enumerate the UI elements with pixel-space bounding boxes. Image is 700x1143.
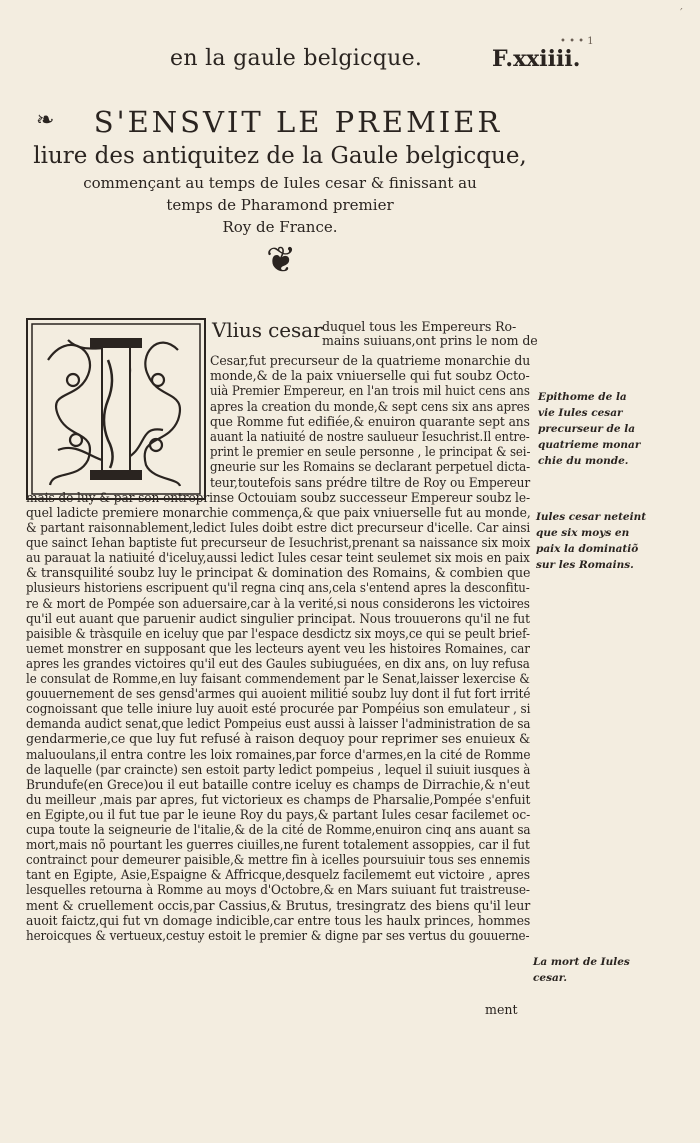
opening-line: [212, 319, 322, 341]
margin-note: quatrieme monar: [538, 439, 641, 451]
text-line: de laquelle (par craincte) sen estoit party ledict pompeius , lequel il suiuit iusques à: [26, 761, 531, 777]
text-line: lesquelles retourna à Romme au moys d'Octobre,& en Mars suiuant fut traistreuse-: [26, 882, 530, 898]
text-line: paisible & tràsquile en iceluy que par l'espace desdictz six moys,ce qui se peult brief-: [26, 625, 530, 641]
title-line-3: commençant au temps de Iules cesar & finissant au: [83, 174, 477, 192]
folio-mark: • • • 1: [560, 36, 594, 47]
text-line: cognoissant que telle iniure luy auoit esté procurée par Pompéius son emulateur , si: [26, 701, 531, 717]
text-line: demanda audict senat,que ledict Pompeius eust aussi à laisser l'administration de sa: [26, 716, 531, 732]
text-line: quel ladicte premiere monarchie commença,& que paix vniuerselle fut au monde,: [26, 504, 531, 520]
text-line: & partant raisonnablement,ledict Iules doibt estre dict precurseur d'icelle. Car ainsi: [26, 520, 531, 535]
margin-note: chie du monde.: [538, 455, 629, 467]
text-line: uià Premier Empereur, en l'an trois mil huict cens ans: [210, 383, 530, 399]
ornament-icon: ❦: [266, 240, 297, 281]
title-line-1: S'ENSVIT LE PREMIER: [93, 105, 503, 139]
margin-note: Epithome de la: [538, 391, 627, 403]
text-line: tant en Egipte, Asie,Espaigne & Affricque,desquelz facilememt eut victoire , apres: [26, 867, 530, 883]
margin-note: vie Iules cesar: [538, 407, 623, 419]
text-line: qu'il eut auant que paruenir audict singulier principat. Nous trouuerons qu'il ne fut: [26, 610, 530, 626]
text-line: du meilleur ,mais par apres, fut victorieux es champs de Pharsalie,Pompée s'enfuit: [26, 791, 531, 807]
text-line: gendarmerie,ce que luy fut refusé à raison dequoy pour reprimer ses enuieux &: [26, 731, 531, 747]
margin-note: que six moys en: [536, 527, 630, 539]
margin-note: La mort de Iules: [533, 956, 630, 968]
text-line: maluoulans,il entra contre les loix romaines,par force d'armes,en la cité de Romme: [26, 746, 531, 762]
text-line: Cesar,fut precurseur de la quatrieme monarchie du: [210, 353, 531, 368]
text-line: apres les grandes victoires qu'il eut des Gaules subiuguées, en dix ans, on luy refusa: [26, 655, 530, 671]
title-line-5: Roy de France.: [222, 218, 338, 236]
title-line-2: liure des antiquitez de la Gaule belgicque,: [33, 143, 527, 169]
text-line: gneurie sur les Romains se declarant perpetuel dicta-: [210, 459, 531, 475]
margin-note: Iules cesar neteint: [536, 511, 647, 523]
opening-words: Vlius cesar: [212, 318, 323, 342]
text-line: mort,mais nõ pourtant les guerres ciuilles,ne furent totalement assoppies, car il fut: [26, 837, 530, 853]
margin-note: paix la dominatiõ: [536, 543, 639, 555]
margin-note: sur les Romains.: [536, 559, 634, 571]
text-line: plusieurs historiens escripuent qu'il regna cinq ans,cela s'entend apres la desconfitu-: [26, 580, 530, 596]
text-line: re & mort de Pompée son aduersaire,car à la verité,si nous considerons les victoires: [26, 595, 530, 611]
text-line: apres la creation du monde,& sept cens six ans apres: [210, 398, 530, 414]
folio-number: F.xxiiii.: [492, 46, 581, 72]
corner-mark: ′: [680, 6, 683, 20]
text-line: gouuernement de ses gensd'armes qui auoient militié soubz luy dont il fut fort irrité: [26, 686, 531, 702]
text-line: heroicques & vertueux,cestuy estoit le premier & digne par ses vertus du gouuerne-: [26, 927, 530, 943]
text-line: mais de luy & par son entreprinse Octouiam soubz successeur Empereur soubz le-: [26, 489, 530, 505]
text-line: monde,& de la paix vniuerselle qui fut soubz Octo-: [210, 368, 530, 384]
text-line: auoit faictz,qui fut vn domage indicible,car entre tous les haulx princes, hommes: [26, 912, 531, 928]
text-line: uemet monstrer en supposant que les lecteurs ayent veu les histoires Romaines, car: [26, 640, 530, 656]
text-line: & transquilité soubz luy le principat & domination des Romains, & combien que: [26, 565, 531, 581]
text-line: en Egipte,ou il fut tue par le ieune Roy du pays,& partant Iules cesar facilemet oc-: [26, 806, 531, 822]
text-line: ment & cruellement occis,par Cassius,& Brutus, tresingratz des biens qu'il leur: [26, 897, 531, 913]
text-line: que Romme fut edifiée,& enuiron quarante sept ans: [210, 413, 530, 429]
text-line: au parauat la natiuité d'iceluy,aussi ledict Iules cesar teint seulemet six mois en paix: [26, 550, 530, 566]
fleuron-icon: ❧: [36, 108, 55, 133]
running-head: en la gaule belgicque.: [170, 46, 423, 71]
text-line: contrainct pour demeurer paisible,& mettre fin à icelles poursuiuir tous ses ennemis: [26, 852, 530, 868]
text-line: Brundufe(en Grece)ou il eut bataille contre iceluy es champs de Dirrachie,& n'eut: [26, 776, 530, 792]
text-line: auant la natiuité de nostre saulueur Iesuchrist.Il entre-: [210, 429, 530, 444]
opening-line-continuation-top: duquel tous les Empereurs Ro-: [322, 319, 517, 334]
chapter-title: [20, 104, 540, 238]
text-line: que sainct Iehan baptiste fut precurseur de Iesuchrist,prenant sa naissance six moix: [26, 535, 531, 551]
catchword: ment: [485, 1002, 518, 1017]
margin-note: cesar.: [533, 972, 568, 984]
text-line: print le premier en seule personne , le principat & sei-: [210, 444, 531, 460]
text-line: teur,toutefois sans prédre tiltre de Roy ou Empereur: [210, 474, 531, 490]
margin-note: precurseur de la: [538, 423, 635, 435]
text-line: cupa toute la seigneurie de l'italie,& de la cité de Romme,enuiron cinq ans auant sa: [26, 822, 531, 837]
opening-line-continuation-bottom: mains suiuans,ont prins le nom de: [322, 333, 538, 348]
decorated-initial-icon: [26, 318, 206, 500]
title-line-4: temps de Pharamond premier: [166, 196, 394, 214]
text-line: le consulat de Romme,en luy faisant commendement par le Senat,laisser lexercise &: [26, 671, 530, 686]
